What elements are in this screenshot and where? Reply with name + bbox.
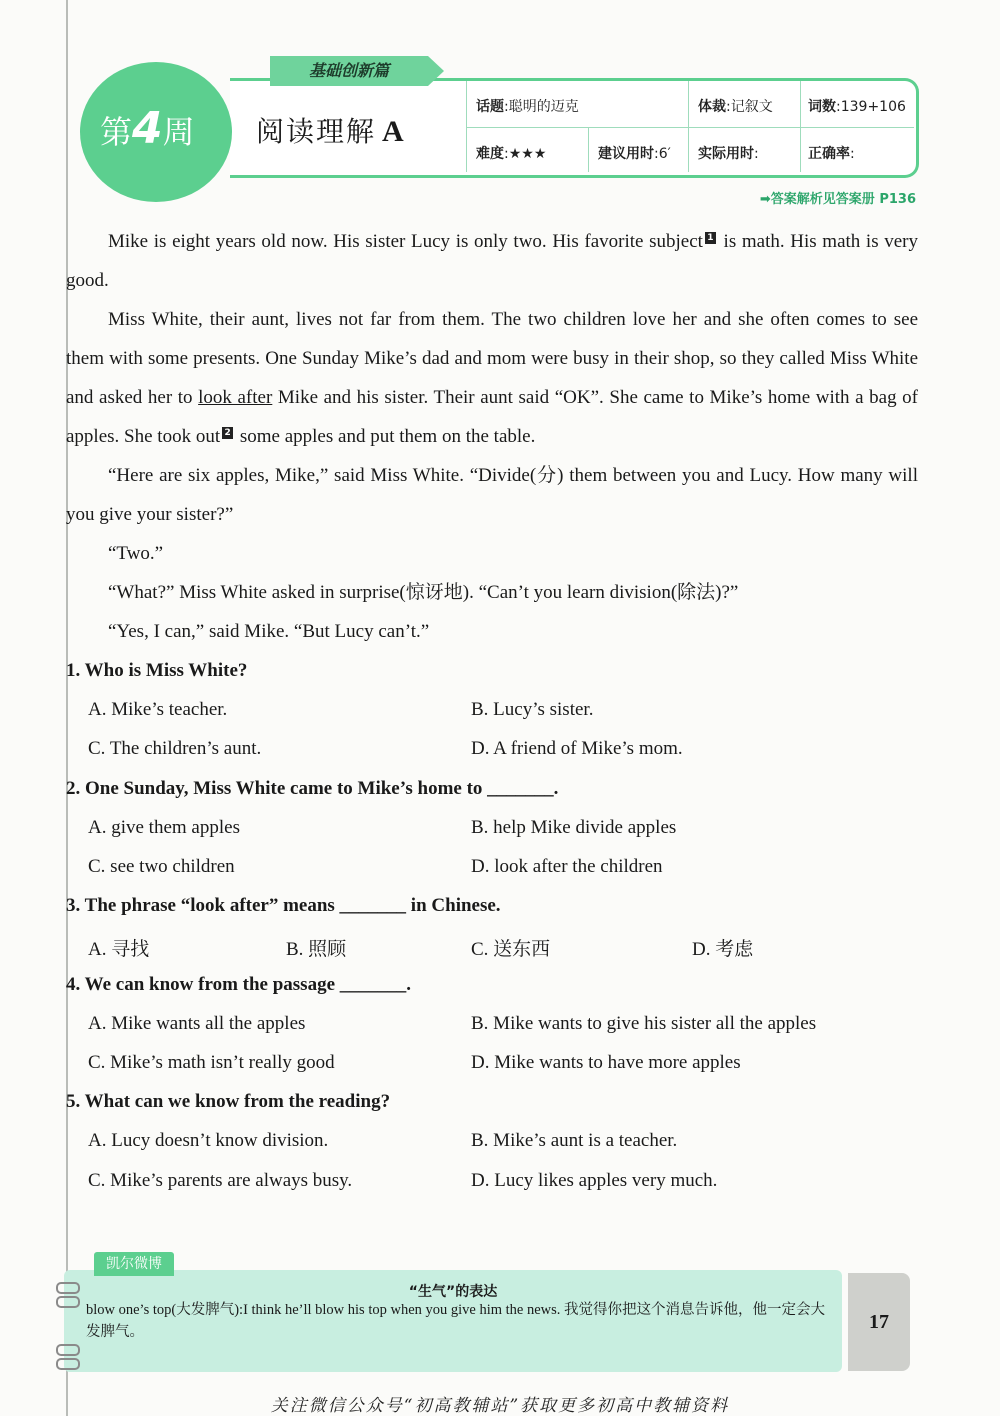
option-d: D. Lucy likes apples very much.	[471, 1170, 718, 1191]
paragraph-6: “Yes, I can,” said Mike. “But Lucy can’t.”	[108, 621, 430, 642]
actual-time-cell: 实际用时:	[698, 146, 759, 162]
binder-ring-icon	[56, 1358, 80, 1370]
option-a: A. Lucy doesn’t know division.	[88, 1130, 329, 1151]
paragraph-2: Miss White, their aunt, lives not far from them. The two children love her and she often comes to see them with some presents. One Sunday Mike’s dad and mom were busy in their shop, so they called Miss White and asked her to look after Mike and his sister. Their aunt said “OK”. She came to Mike’s home with a bag of apples. She took out 2 some apples and put them on the table.	[66, 309, 918, 447]
note-marker: 2	[222, 427, 233, 439]
weibo-title: “生气”的表达	[408, 1284, 498, 1300]
option-b: B. Mike’s aunt is a teacher.	[471, 1130, 678, 1151]
option-d: D. look after the children	[471, 856, 663, 877]
option-d: D. Mike wants to have more apples	[471, 1052, 741, 1073]
question-1: 1. Who is Miss White?	[66, 660, 248, 681]
paragraph-5: “What?” Miss White asked in surprise(惊讶地). “Can’t you learn division(除法)?”	[108, 582, 739, 603]
divider	[466, 127, 914, 128]
section-tag: 基础创新篇	[270, 56, 428, 86]
section-tag-arrow	[428, 56, 444, 86]
answer-reference: ➡答案解析见答案册 P136	[759, 192, 916, 207]
accuracy-cell: 正确率:	[808, 146, 855, 162]
paragraph-1: Mike is eight years old now. His sister Lucy is only two. His favorite subject 1 is math. His math is very good.	[66, 231, 918, 291]
note-marker: 1	[705, 232, 716, 244]
divider	[588, 127, 589, 172]
words-cell: 词数:139+106	[808, 99, 906, 115]
binder-ring-icon	[56, 1282, 80, 1294]
genre-cell: 体裁:记叙文	[698, 99, 773, 115]
page-title: 阅读理解 A	[256, 115, 406, 148]
question-2: 2. One Sunday, Miss White came to Mike’s home to _______.	[66, 778, 559, 799]
question-5: 5. What can we know from the reading?	[66, 1091, 391, 1112]
option-c: C. Mike’s parents are always busy.	[88, 1170, 353, 1191]
week-label: 第4周	[100, 103, 195, 154]
difficulty-cell: 难度:★★★	[476, 146, 547, 162]
weibo-text: blow one’s top(大发脾气):I think he’ll blow his top when you give him the news. 我觉得你把这个消息告诉他，他一定会大发脾气。	[86, 1302, 826, 1340]
option-a: A. 寻找	[88, 939, 150, 960]
underlined-phrase: look after	[198, 387, 273, 408]
question-4: 4. We can know from the passage _______.	[66, 974, 412, 995]
option-b: B. 照顾	[286, 939, 347, 960]
question-3: 3. The phrase “look after” means _______ in Chinese.	[66, 895, 501, 916]
option-b: B. Lucy’s sister.	[471, 699, 594, 720]
option-a: A. Mike wants all the apples	[88, 1013, 306, 1034]
option-a: A. Mike’s teacher.	[88, 699, 228, 720]
suggested-time-cell: 建议用时:6′	[598, 146, 671, 162]
option-c: C. The children’s aunt.	[88, 738, 262, 759]
option-c: C. see two children	[88, 856, 235, 877]
option-a: A. give them apples	[88, 817, 240, 838]
option-b: B. Mike wants to give his sister all the apples	[471, 1013, 817, 1034]
page-number: 17	[848, 1273, 910, 1371]
option-d: D. 考虑	[692, 939, 754, 960]
footer-note: 关注微信公众号“初高教辅站”获取更多初高中教辅资料	[270, 1396, 730, 1416]
topic-cell: 话题:聪明的迈克	[476, 99, 579, 115]
option-d: D. A friend of Mike’s mom.	[471, 738, 683, 759]
weibo-tab: 凯尔微博	[94, 1252, 174, 1276]
paragraph-4: “Two.”	[108, 543, 164, 564]
binder-ring-icon	[56, 1344, 80, 1356]
binder-ring-icon	[56, 1296, 80, 1308]
paragraph-3: “Here are six apples, Mike,” said Miss White. “Divide(分) them between you and Lucy. How many will you give your sister?”	[66, 465, 918, 525]
margin-line	[66, 0, 68, 1416]
option-b: B. help Mike divide apples	[471, 817, 677, 838]
option-c: C. 送东西	[471, 939, 551, 960]
option-c: C. Mike’s math isn’t really good	[88, 1052, 335, 1073]
